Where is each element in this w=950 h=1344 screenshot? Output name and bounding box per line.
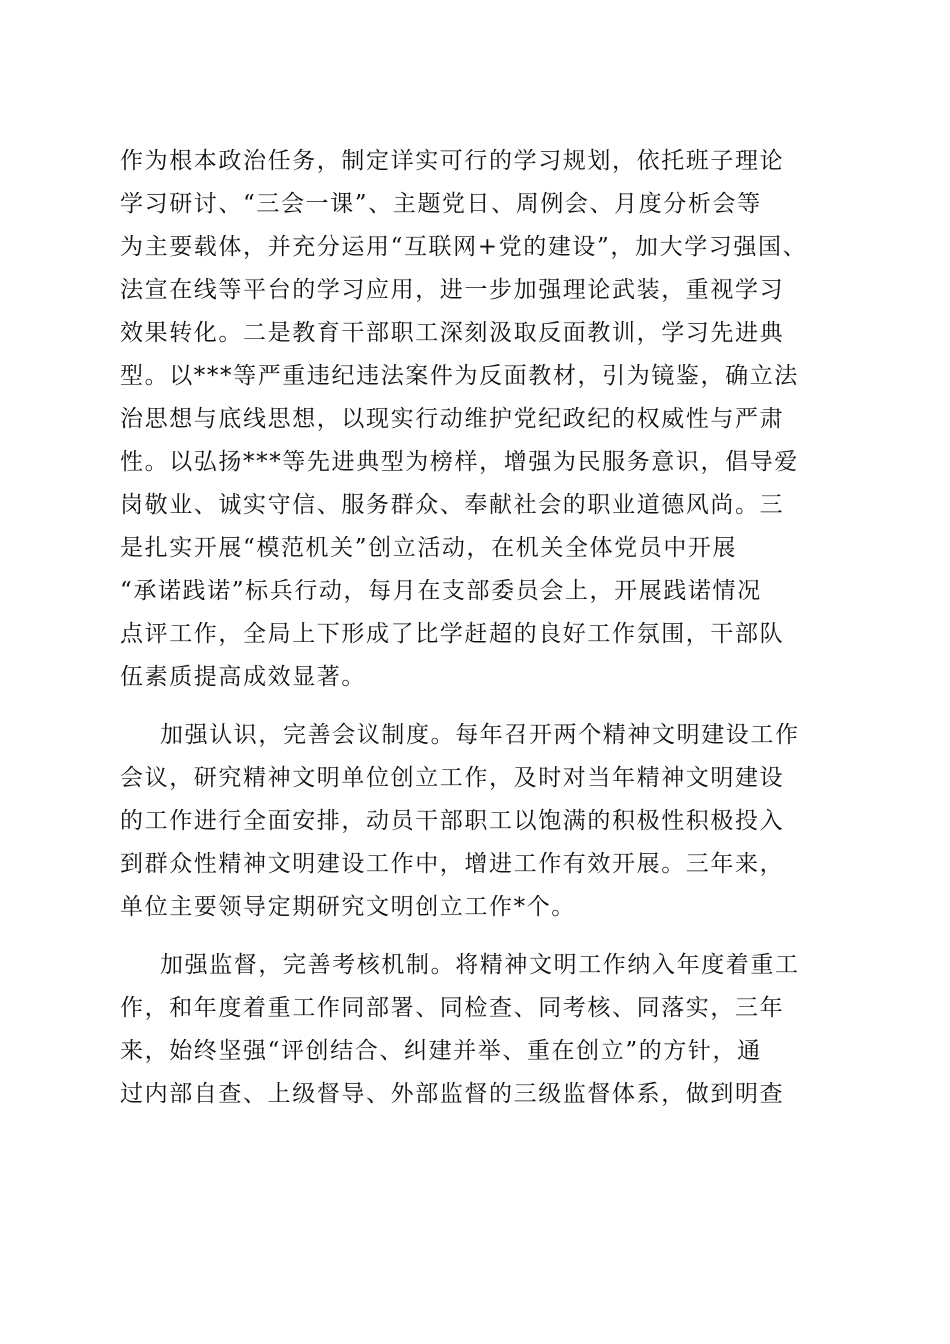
text-line: 治思想与底线思想，以现实行动维护党纪政纪的权威性与严肃 — [120, 406, 785, 432]
text-line: 过内部自查、上级督导、外部监督的三级监督体系，做到明查 — [120, 1081, 785, 1107]
text-line: 伍素质提高成效显著。 — [120, 664, 366, 690]
paragraph-assessment-mechanism — [120, 944, 835, 1116]
document-body — [120, 140, 835, 1116]
text-line: 为主要载体，并充分运用“互联网+党的建设”，加大学习强国、 — [120, 234, 808, 260]
text-line: 点评工作，全局上下形成了比学赶超的良好工作氛围，干部队 — [120, 621, 785, 647]
text-line: 作，和年度着重工作同部署、同检查、同考核、同落实，三年 — [120, 995, 785, 1021]
paragraph-meeting-system — [120, 714, 835, 929]
text-line: 到群众性精神文明建设工作中，增进工作有效开展。三年来， — [120, 851, 785, 877]
text-line: 学习研讨、“三会一课”、主题党日、周例会、月度分析会等 — [120, 191, 762, 217]
paragraph-spacer — [120, 929, 835, 944]
text-line: 法宣在线等平台的学习应用，进一步加强理论武装，重视学习 — [120, 277, 785, 303]
text-line-first: 加强监督，完善考核机制。将精神文明工作纳入年度着重工 — [160, 952, 800, 978]
text-line: 是扎实开展“模范机关”创立活动，在机关全体党员中开展 — [120, 535, 738, 561]
text-line: 会议，研究精神文明单位创立工作，及时对当年精神文明建设 — [120, 765, 785, 791]
text-line: 作为根本政治任务，制定详实可行的学习规划，依托班子理论 — [120, 148, 785, 174]
text-line: 型。以***等严重违纪违法案件为反面教材，引为镜鉴，确立法 — [120, 363, 799, 389]
text-line: 单位主要领导定期研究文明创立工作*个。 — [120, 894, 576, 920]
paragraph-spacer — [120, 699, 835, 714]
text-line: 性。以弘扬***等先进典型为榜样，增强为民服务意识，倡导爱 — [120, 449, 799, 475]
text-line: 效果转化。二是教育干部职工深刻汲取反面教训，学习先进典 — [120, 320, 785, 346]
text-line: 的工作进行全面安排，动员干部职工以饱满的积极性积极投入 — [120, 808, 785, 834]
text-line: 岗敬业、诚实守信、服务群众、奉献社会的职业道德风尚。三 — [120, 492, 785, 518]
text-line: 来，始终坚强“评创结合、纠建并举、重在创立”的方针，通 — [120, 1038, 762, 1064]
paragraph-study-education — [120, 140, 835, 699]
text-line: “承诺践诺”标兵行动，每月在支部委员会上，开展践诺情况 — [120, 578, 762, 604]
text-line-first: 加强认识，完善会议制度。每年召开两个精神文明建设工作 — [160, 722, 800, 748]
